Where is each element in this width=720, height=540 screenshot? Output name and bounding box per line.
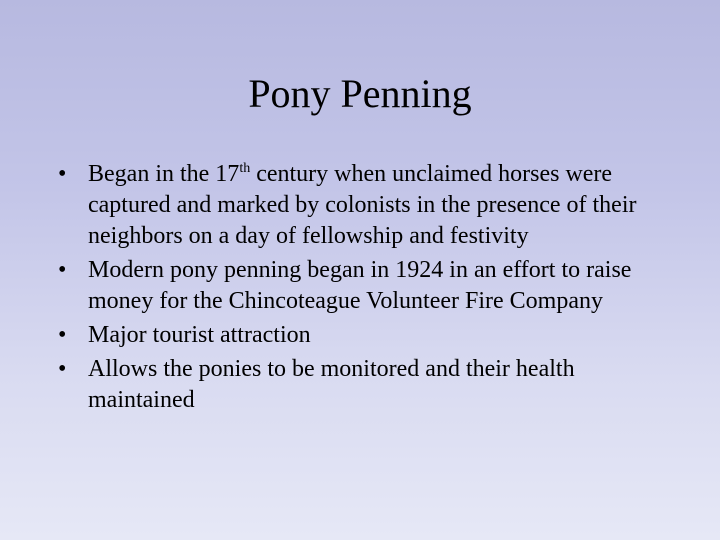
bullet-dot-icon: • [58,322,67,348]
bullet-text: Major tourist attraction [88,322,311,348]
bullet-item [58,255,668,317]
bullet-text-part: Began in the 17 [88,161,240,187]
bullet-dot-icon: • [58,356,67,382]
bullet-item [58,320,668,351]
bullet-dot-icon: • [58,257,67,283]
slide-title: Pony Penning [248,71,472,116]
bullet-text: Allows the ponies to be monitored and their health maintained [88,356,575,413]
bullet-list [58,159,668,419]
ordinal-superscript: th [239,161,251,176]
bullet-text: Modern pony penning began in 1924 in an effort to raise money for the Chincoteague Volunteer Fire Company [88,257,632,314]
bullet-item [58,354,668,416]
bullet-text-part: century when unclaimed horses were captured and marked by colonists in the presence of their neighbors on a day of fellowship and festivity [88,161,637,249]
bullet-item [58,159,668,252]
bullet-dot-icon: • [58,161,67,187]
